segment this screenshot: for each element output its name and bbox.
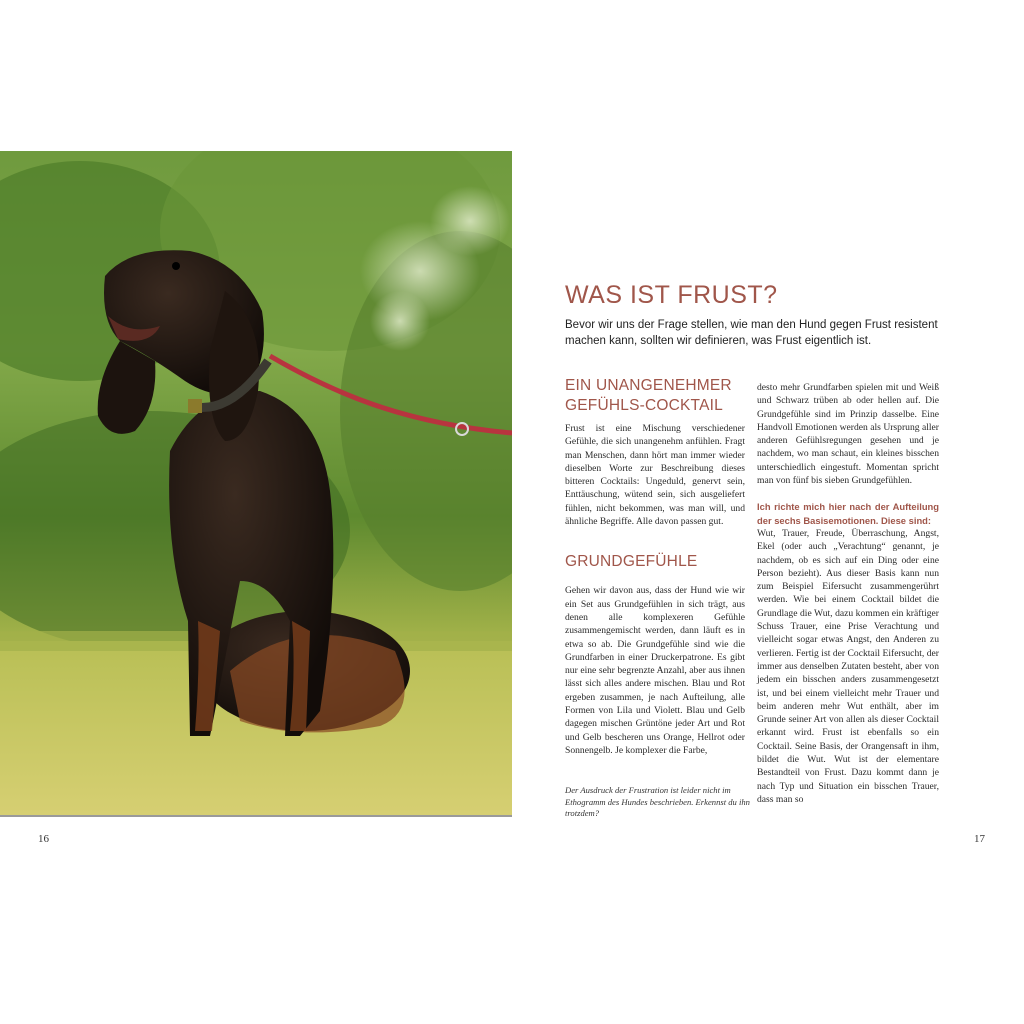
page-number-right: 17 bbox=[974, 833, 985, 845]
section1-heading-line1: EIN UNANGENEHMER bbox=[565, 377, 732, 394]
section2-text: Gehen wir davon aus, dass der Hund wie wir ein Set aus Grundgefühlen in sich trägt, aus denen alle komplexeren Gefühle zusammengemischt werden, dann läuft es in etwa so ab. Die Grundgefühle sind wie die Grundfarben in einer Druckerpatrone. Es gibt nur eine sehr begrenzte Anzahl, aber aus ihnen lässt sich alles andere mischen. Blau und Rot ergeben zusammen, je nach Aufteilung, alle Formen von Lila und Violett. Blau und Gelb dagegen mischen Grüntöne jeder Art und Rot und Gelb bescheren uns Orange, Hellrot oder Sonnengelb. Je komplexer die Farbe, bbox=[565, 585, 745, 756]
column2-subhead: Ich richte mich hier nach der Aufteilung der sechs Basisemotionen. Diese sind: bbox=[757, 501, 939, 526]
section1-heading-line2: GEFÜHLS-COCKTAIL bbox=[565, 397, 723, 414]
dog-photo bbox=[0, 151, 512, 815]
text-column-left bbox=[565, 376, 745, 757]
text-column-right bbox=[757, 381, 939, 806]
section1-heading bbox=[565, 376, 745, 416]
dog-photo-icon bbox=[0, 151, 512, 815]
photo-bottom-rule bbox=[0, 815, 512, 817]
column2-text2: Wut, Trauer, Freude, Überraschung, Angst, Ekel (oder auch „Verachtung“ genannt, je nachdem, ob es sich auf ein Ding oder eine Person bezieht). Aus dieser Basis kann nun zum Beispiel Eifersucht zusammengerührt werden. Wie bei einem Cocktail bildet die Grundlage die Wut, dazu kommen ein kräftiger Schuss Trauer, eine Prise Verachtung und vielleicht sogar etwas Angst, den Anderen zu verlieren. Fertig ist der Cocktail Eifersucht, der immer aus denselben Zutaten besteht, aber von jedem ein bisschen anders zusammengesetzt ist, und bei einem vielleicht mehr Trauer und beim anderen mehr Wut enthält, aber im Grunde seiner Art von allen als dieser Cocktail erkannt wird. Frust ist ebenfalls so ein Cocktail. Seine Basis, der Orangensaft in ihm, bildet die Wut. Wut ist der elementare Bestandteil von Frust. Dazu kommt dann je nach Typ und Situation ein bisschen Trauer, dass man so bbox=[757, 527, 939, 805]
section1-text: Frust ist eine Mischung verschiedener Gefühle, die sich unangenehm anfühlen. Fragt man Menschen, dann hört man immer wieder dieselben Worte zur Beschreibung dieses bitteren Cocktails: Ungeduld, genervt sein, Enttäuschung, wütend sein, sich ausgeliefert fühlen, nicht bekommen, was man will, und ähnliche Begriffe. Alle davon passen gut. bbox=[565, 423, 745, 528]
page-number-left: 16 bbox=[38, 833, 49, 845]
column2-text1: desto mehr Grundfarben spielen mit und Weiß und Schwarz trüben ab oder hellen auf. Die Grundgefühle sind im Prinzip dasselbe. Eine Handvoll Emotionen werden als Ursprung aller anderen Gefühlsregungen gesehen und je nachdem, wo man schaut, ein kleines bisschen unterschiedlich eingestuft. Momentan spricht man von fünf bis sieben Grundgefühlen. bbox=[757, 382, 939, 487]
section2-heading: GRUNDGEFÜHLE bbox=[565, 553, 698, 571]
lead-paragraph: Bevor wir uns der Frage stellen, wie man den Hund gegen Frust resistent machen kann, sollten wir definieren, was Frust eigentlich ist. bbox=[565, 319, 938, 347]
photo-caption: Der Ausdruck der Frustration ist leider nicht im Ethogramm des Hundes beschrieben. Erkennst du ihn trotzdem? bbox=[565, 785, 750, 818]
page-title: WAS IST FRUST? bbox=[565, 281, 778, 309]
